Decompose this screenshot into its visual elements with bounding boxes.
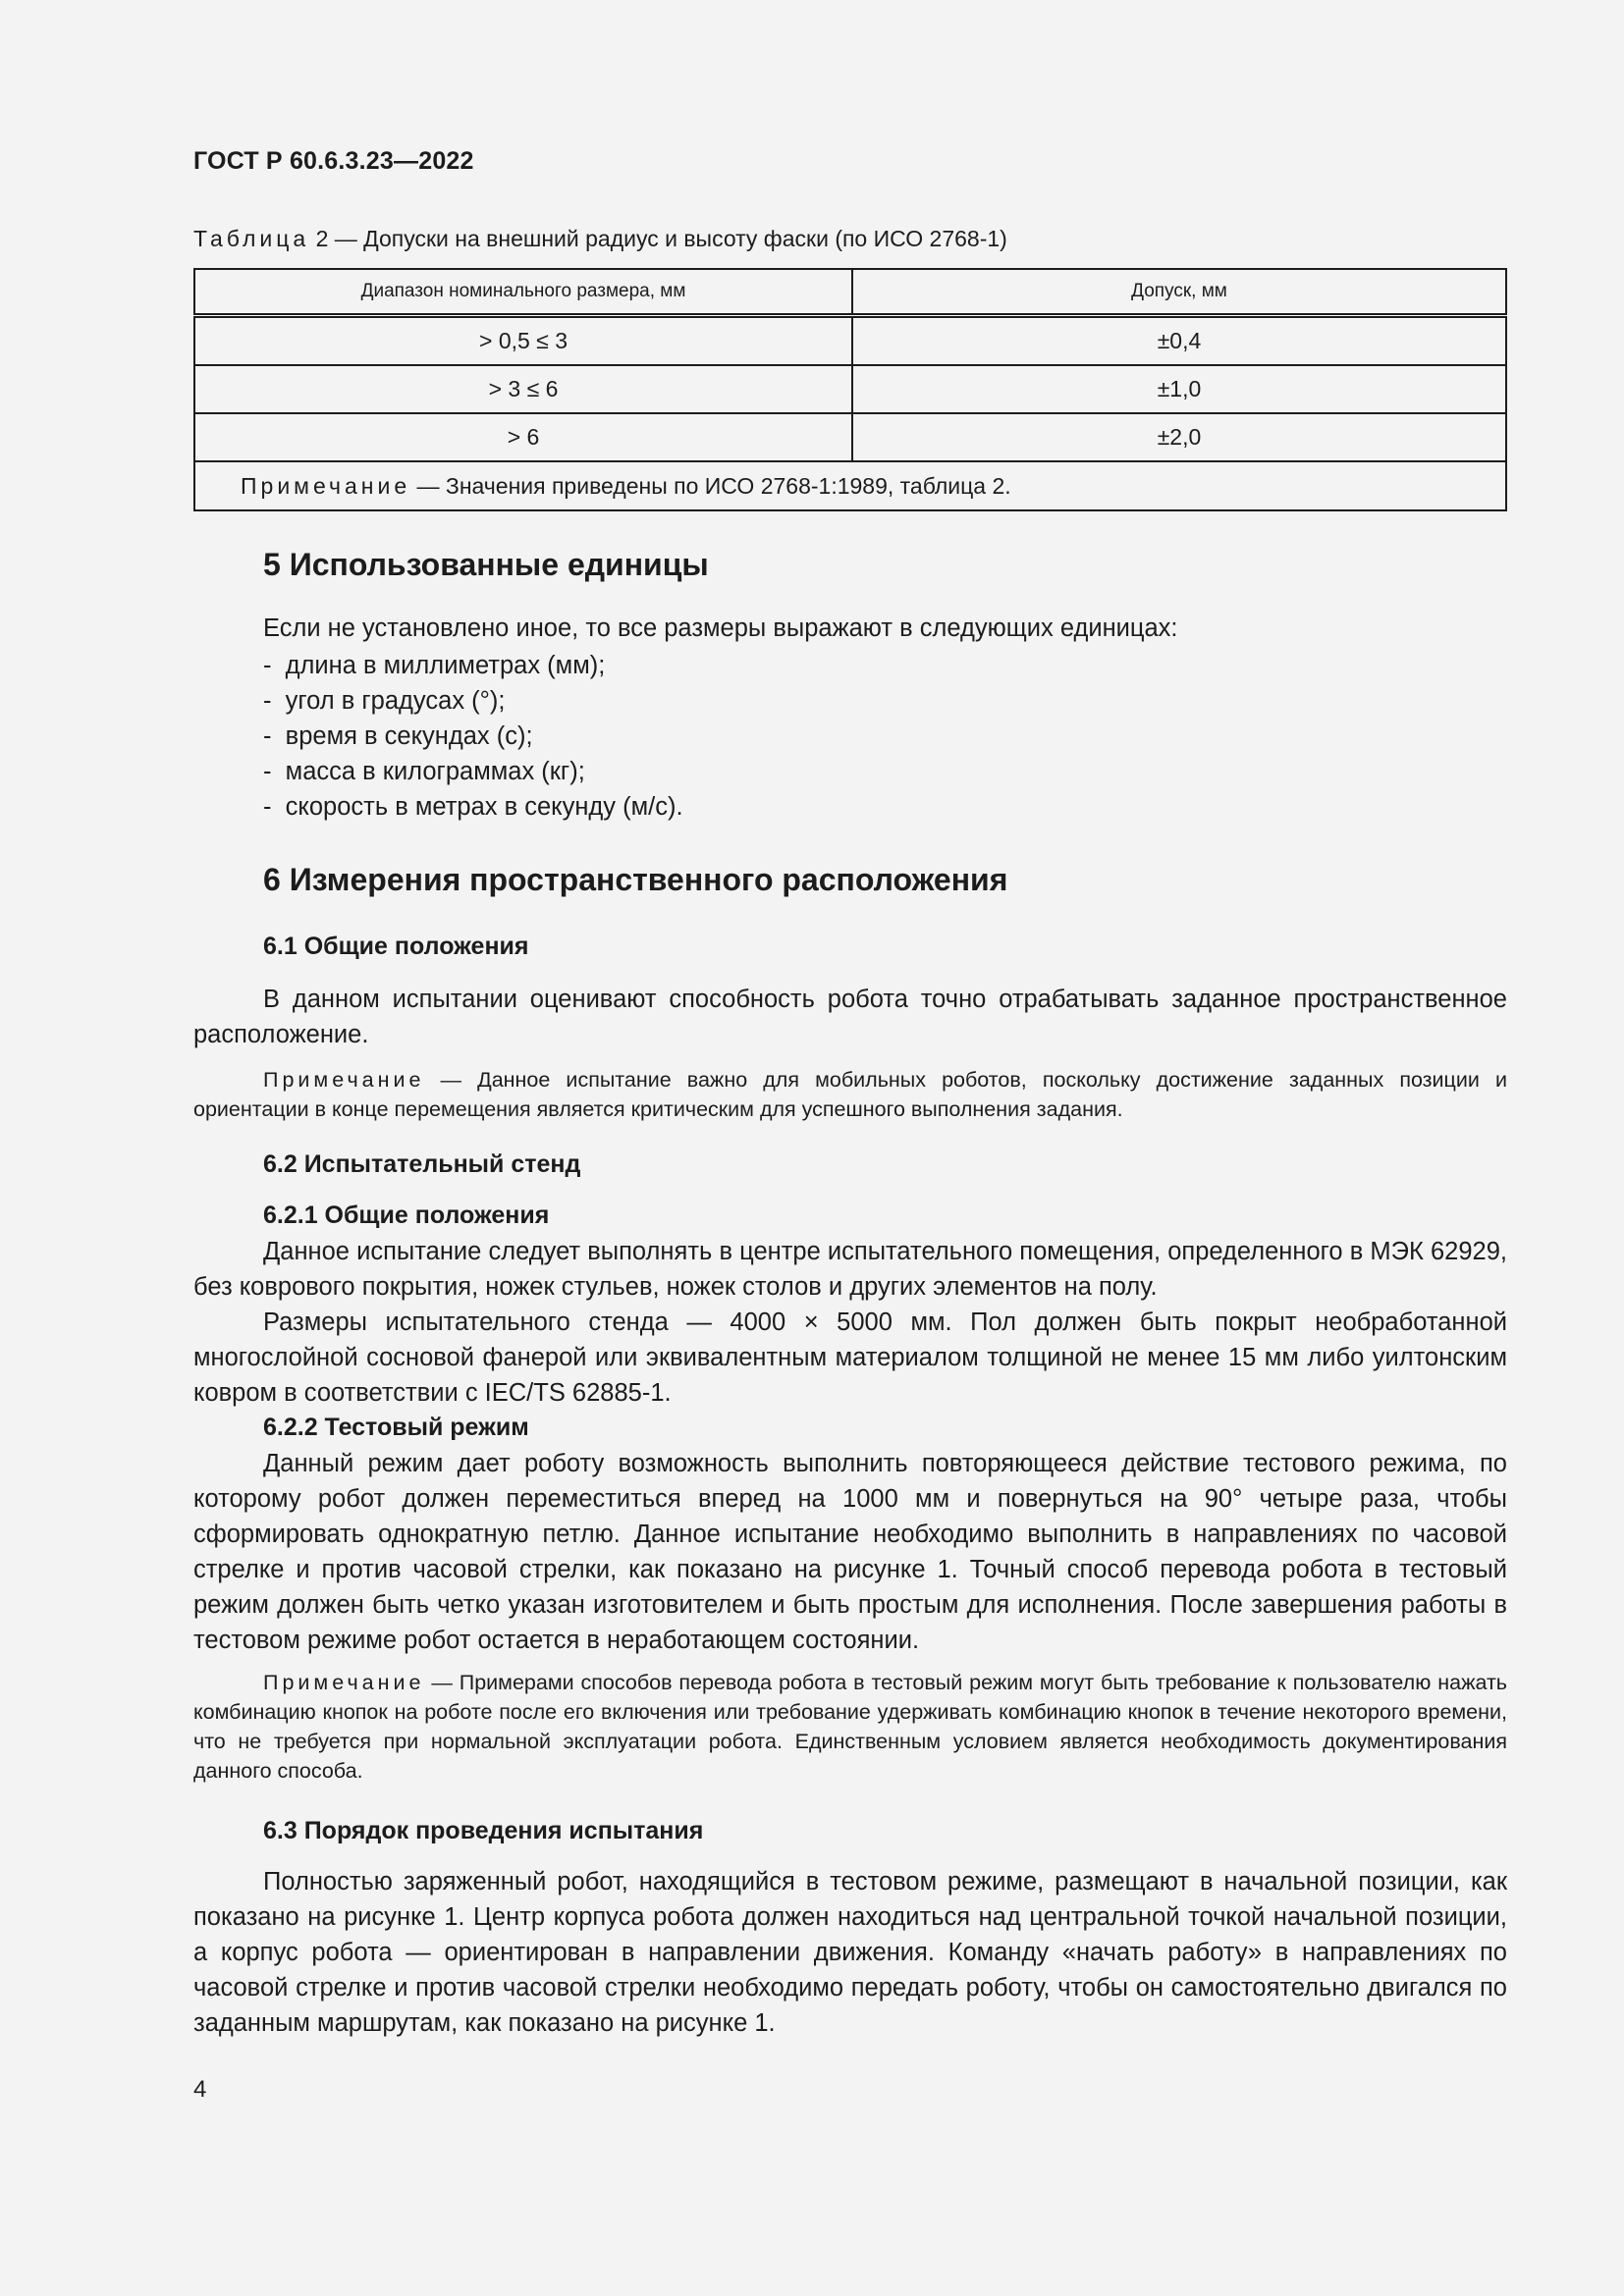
note-text: — Данное испытание важно для мобильных роботов, поскольку достижение заданных позиции и ориентации в конце перемещения является критическим для успешного выполнения задания. bbox=[193, 1068, 1507, 1121]
table-caption bbox=[193, 226, 1007, 252]
table-row bbox=[194, 365, 1506, 413]
list-item: - скорость в метрах в секунду (м/с). bbox=[263, 789, 683, 825]
subsection-6-1-heading: 6.1 Общие положения bbox=[263, 933, 529, 960]
column-header-range: Диапазон номинального размера, мм bbox=[194, 269, 852, 316]
subsection-6-1-note bbox=[193, 1065, 1507, 1124]
table-caption-label: Таблица bbox=[193, 226, 310, 251]
subsection-6-2-1-heading: 6.2.1 Общие положения bbox=[263, 1201, 550, 1229]
tolerance-cell: ±1,0 bbox=[852, 365, 1506, 413]
table-row bbox=[194, 413, 1506, 461]
page-number: 4 bbox=[193, 2076, 207, 2103]
table-row bbox=[194, 316, 1506, 366]
subsection-6-2-2-note bbox=[193, 1668, 1507, 1786]
document-id: ГОСТ Р 60.6.3.23—2022 bbox=[193, 147, 474, 175]
column-header-tolerance: Допуск, мм bbox=[852, 269, 1506, 316]
subsection-6-2-2-paragraph: Данный режим дает роботу возможность выполнить повторяющееся действие тестового режима, по которому робот должен переместиться вперед на 1000 мм и повернуться на 90° четыре раза, чтобы сформировать однократную петлю. Данное испытание необходимо выполнить в направлениях по часовой стрелке и против часовой стрелки, как показано на рисунке 1. Точный способ перевода робота в тестовый режим должен быть четко указан изготовителем и быть простым для исполнения. После завершения работы в тестовом режиме робот остается в неработающем состоянии. bbox=[193, 1450, 1507, 1654]
note-text: — Примерами способов перевода робота в тестовый режим могут быть требование к пользователю нажать комбинацию кнопок на роботе после его включения или требование удерживать комбинацию кнопок в течение некоторого времени, что не требуется при нормальной эксплуатации робота. Единственным условием является необходимость документирования данного способа. bbox=[193, 1671, 1507, 1783]
table-note-row bbox=[194, 461, 1506, 510]
range-cell: > 6 bbox=[194, 413, 852, 461]
range-cell: > 0,5 ≤ 3 bbox=[194, 316, 852, 366]
list-item: - масса в килограммах (кг); bbox=[263, 754, 683, 789]
tolerance-cell: ±2,0 bbox=[852, 413, 1506, 461]
range-cell: > 3 ≤ 6 bbox=[194, 365, 852, 413]
units-list bbox=[263, 648, 683, 825]
table-note-label: Примечание bbox=[241, 472, 411, 499]
subsection-6-2-1-paragraph-2: Размеры испытательного стенда — 4000 × 5000 мм. Пол должен быть покрыт необработанной многослойной сосновой фанерой или эквивалентным материалом толщиной не менее 15 мм либо уилтонским ковром в соответствии с IEC/TS 62885-1. bbox=[193, 1308, 1507, 1407]
list-item: - время в секундах (с); bbox=[263, 719, 683, 754]
subsection-6-3-text: Полностью заряженный робот, находящийся в тестовом режиме, размещают в начальной позиции, как показано на рисунке 1. Центр корпуса робота должен находиться над центральной точкой начальной позиции, а корпус робота — ориентирован в направлении движения. Команду «начать работу» в направлениях по часовой стрелке и против часовой стрелки необходимо передать роботу, чтобы он самостоятельно двигался по заданным маршрутам, как показано на рисунке 1. bbox=[193, 1868, 1507, 2037]
table-note-text: — Значения приведены по ИСО 2768-1:1989, таблица 2. bbox=[410, 472, 1011, 499]
table-header-row bbox=[194, 269, 1506, 316]
subsection-6-3-heading: 6.3 Порядок проведения испытания bbox=[263, 1817, 704, 1844]
subsection-6-2-heading: 6.2 Испытательный стенд bbox=[263, 1150, 581, 1178]
subsection-6-2-1-paragraph-1: Данное испытание следует выполнять в центре испытательного помещения, определенного в МЭК 62929, без коврового покрытия, ножек стульев, ножек столов и других элементов на полу. bbox=[193, 1238, 1507, 1301]
note-label: Примечание bbox=[263, 1671, 425, 1694]
section-5-intro: Если не установлено иное, то все размеры выражают в следующих единицах: bbox=[263, 614, 1178, 642]
section-6-heading: 6 Измерения пространственного расположения bbox=[263, 862, 1008, 897]
note-label: Примечание bbox=[263, 1068, 425, 1092]
table-note bbox=[194, 461, 1506, 510]
tolerance-table bbox=[193, 268, 1507, 511]
table-caption-text: 2 — Допуски на внешний радиус и высоту фаски (по ИСО 2768-1) bbox=[309, 226, 1007, 251]
list-item: - длина в миллиметрах (мм); bbox=[263, 648, 683, 683]
list-item: - угол в градусах (°); bbox=[263, 683, 683, 719]
subsection-6-1-text: В данном испытании оценивают способность робота точно отрабатывать заданное пространственное расположение. bbox=[193, 986, 1507, 1048]
tolerance-cell: ±0,4 bbox=[852, 316, 1506, 366]
section-5-heading: 5 Использованные единицы bbox=[263, 547, 709, 582]
subsection-6-2-2-heading: 6.2.2 Тестовый режим bbox=[263, 1414, 529, 1441]
